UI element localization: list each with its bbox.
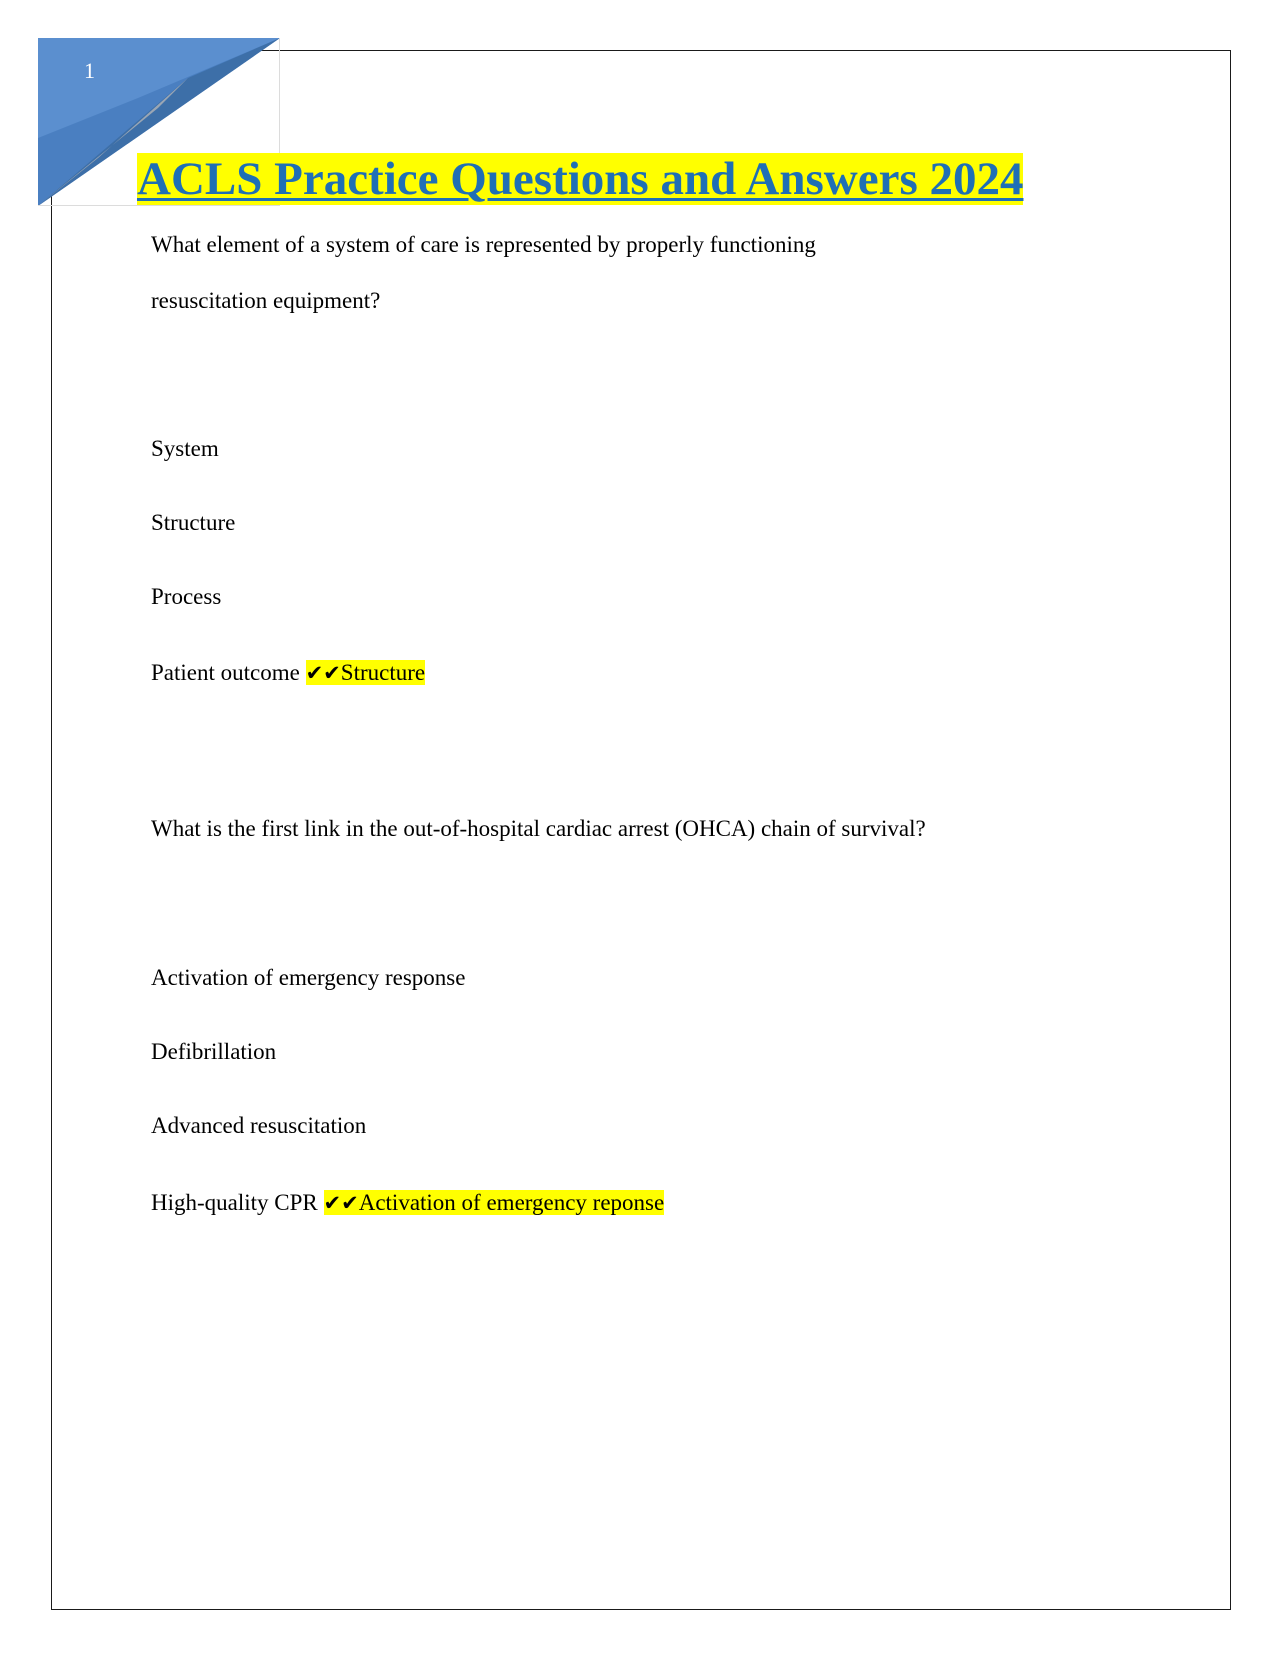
question-1-line-1: What element of a system of care is represented by properly functioning — [151, 232, 816, 257]
question-2-option-3: Advanced resuscitation — [151, 1113, 367, 1138]
check-mark-icon: ✔✔ — [323, 1191, 359, 1215]
question-2-option-4-row — [151, 1188, 664, 1218]
question-2-line-1: What is the first link in the out-of-hospital cardiac arrest (OHCA) chain of survival? — [151, 816, 926, 841]
question-2-option-4: High-quality CPR — [151, 1190, 318, 1215]
question-1-option-3: Process — [151, 584, 222, 609]
question-2-option-2: Defibrillation — [151, 1039, 277, 1064]
question-1-line-2: resuscitation equipment? — [151, 288, 381, 313]
question-1-option-1: System — [151, 436, 219, 461]
title-text: ACLS Practice Questions and Answers 2024 — [137, 153, 1024, 205]
page-number: 1 — [84, 58, 95, 83]
question-2-answer-highlight — [324, 1190, 665, 1215]
document-title — [137, 152, 1023, 206]
question-1-option-4-row — [151, 658, 425, 688]
question-2-option-1: Activation of emergency response — [151, 965, 466, 990]
question-1-option-2: Structure — [151, 510, 236, 535]
question-2-answer: Activation of emergency reponse — [358, 1190, 665, 1215]
question-1-option-4: Patient outcome — [151, 660, 300, 685]
check-mark-icon: ✔✔ — [305, 661, 341, 685]
question-1-answer-highlight — [306, 660, 426, 685]
question-1-answer: Structure — [340, 660, 426, 685]
